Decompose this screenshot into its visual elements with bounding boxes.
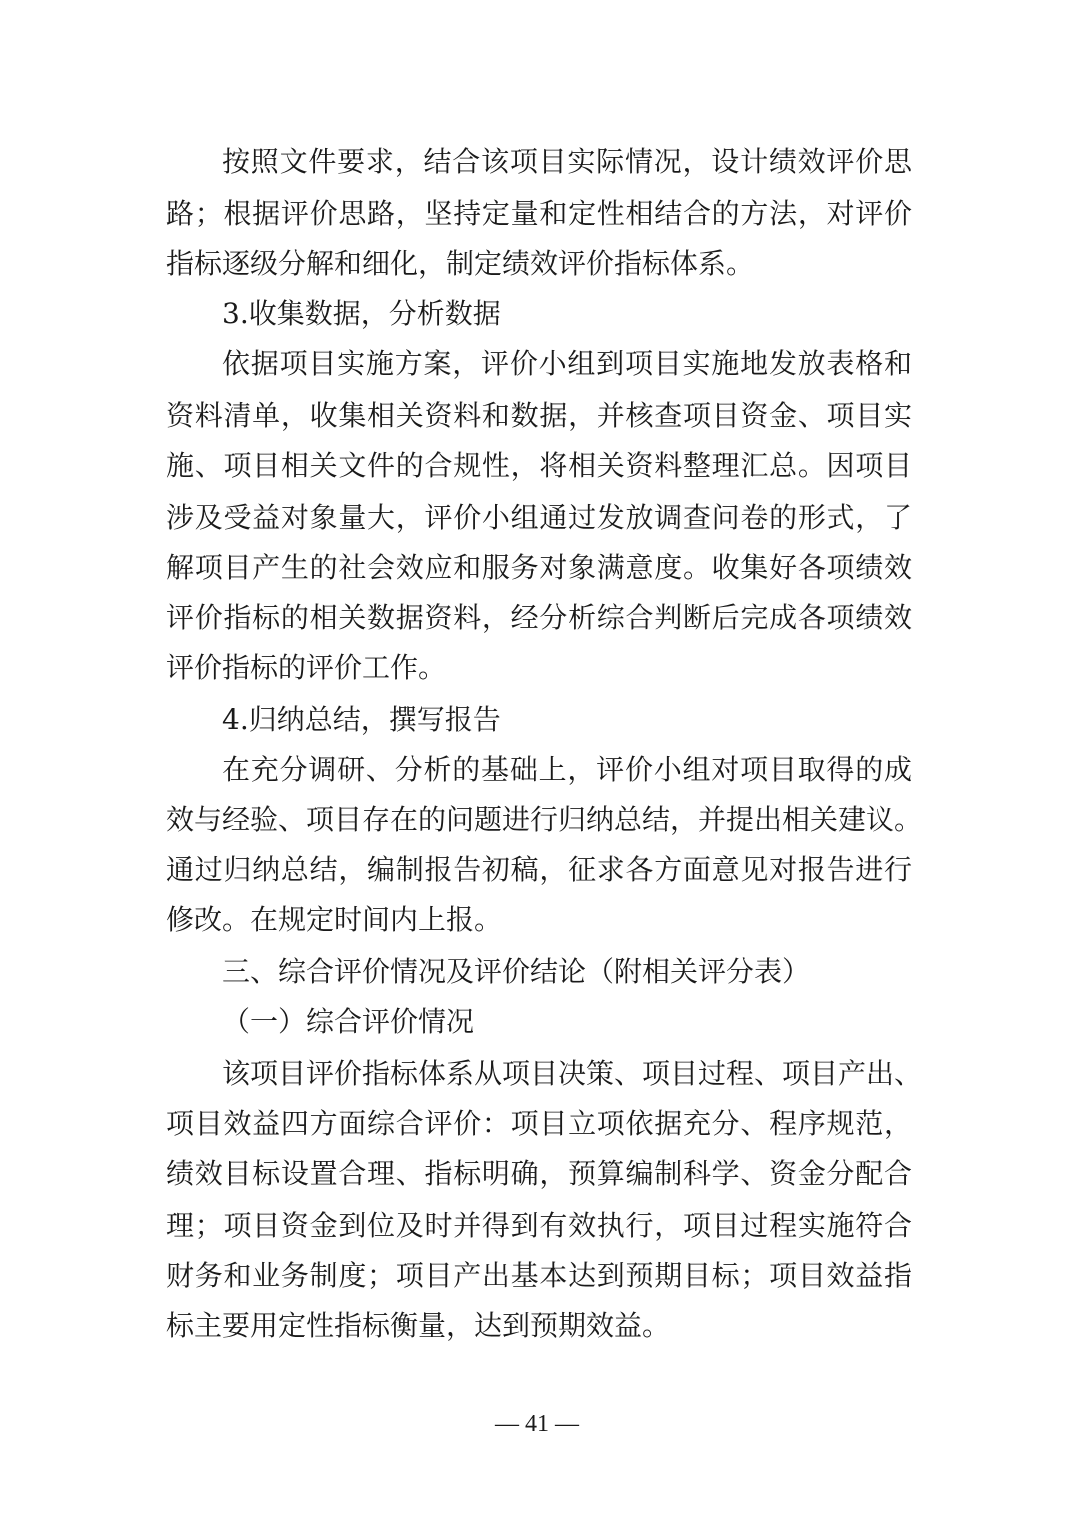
paragraph-line: 解项目产生的社会效应和服务对象满意度。收集好各项绩效	[166, 551, 912, 584]
paragraph-line: 通过归纳总结，编制报告初稿，征求各方面意见对报告进行	[166, 853, 912, 886]
paragraph-line: 财务和业务制度；项目产出基本达到预期目标；项目效益指	[166, 1259, 912, 1292]
paragraph-line: 绩效目标设置合理、指标明确，预算编制科学、资金分配合	[166, 1157, 912, 1190]
paragraph-line: 资料清单，收集相关资料和数据，并核查项目资金、项目实	[166, 399, 912, 432]
paragraph-line: 路；根据评价思路，坚持定量和定性相结合的方法，对评价	[166, 197, 912, 230]
page-number: — 41 —	[495, 1411, 579, 1437]
subheading: 4.归纳总结，撰写报告	[222, 703, 501, 736]
paragraph-line: 理；项目资金到位及时并得到有效执行，项目过程实施符合	[166, 1209, 912, 1242]
paragraph-line: 修改。在规定时间内上报。	[166, 903, 503, 936]
paragraph-line: 评价指标的相关数据资料，经分析综合判断后完成各项绩效	[166, 601, 912, 634]
paragraph-line: 涉及受益对象量大，评价小组通过发放调查问卷的形式，了	[166, 501, 912, 534]
paragraph-line: 按照文件要求，结合该项目实际情况，设计绩效评价思	[222, 145, 912, 178]
paragraph-line: 依据项目实施方案，评价小组到项目实施地发放表格和	[222, 347, 912, 380]
paragraph-line: 评价指标的评价工作。	[166, 651, 447, 684]
paragraph-line: 在充分调研、分析的基础上，评价小组对项目取得的成	[222, 753, 912, 786]
subsection-heading: （一）综合评价情况	[222, 1005, 475, 1038]
subheading: 3.收集数据，分析数据	[222, 297, 501, 330]
section-heading: 三、综合评价情况及评价结论（附相关评分表）	[222, 955, 811, 988]
paragraph-line: 指标逐级分解和细化，制定绩效评价指标体系。	[166, 247, 755, 280]
paragraph-line: 项目效益四方面综合评价：项目立项依据充分、程序规范，	[166, 1107, 912, 1140]
paragraph-line: 施、项目相关文件的合规性，将相关资料整理汇总。因项目	[166, 449, 912, 482]
paragraph-line: 效与经验、项目存在的问题进行归纳总结，并提出相关建议。	[166, 803, 923, 836]
paragraph-line: 标主要用定性指标衡量，达到预期效益。	[166, 1309, 671, 1342]
paragraph-line: 该项目评价指标体系从项目决策、项目过程、项目产出、	[222, 1057, 923, 1090]
